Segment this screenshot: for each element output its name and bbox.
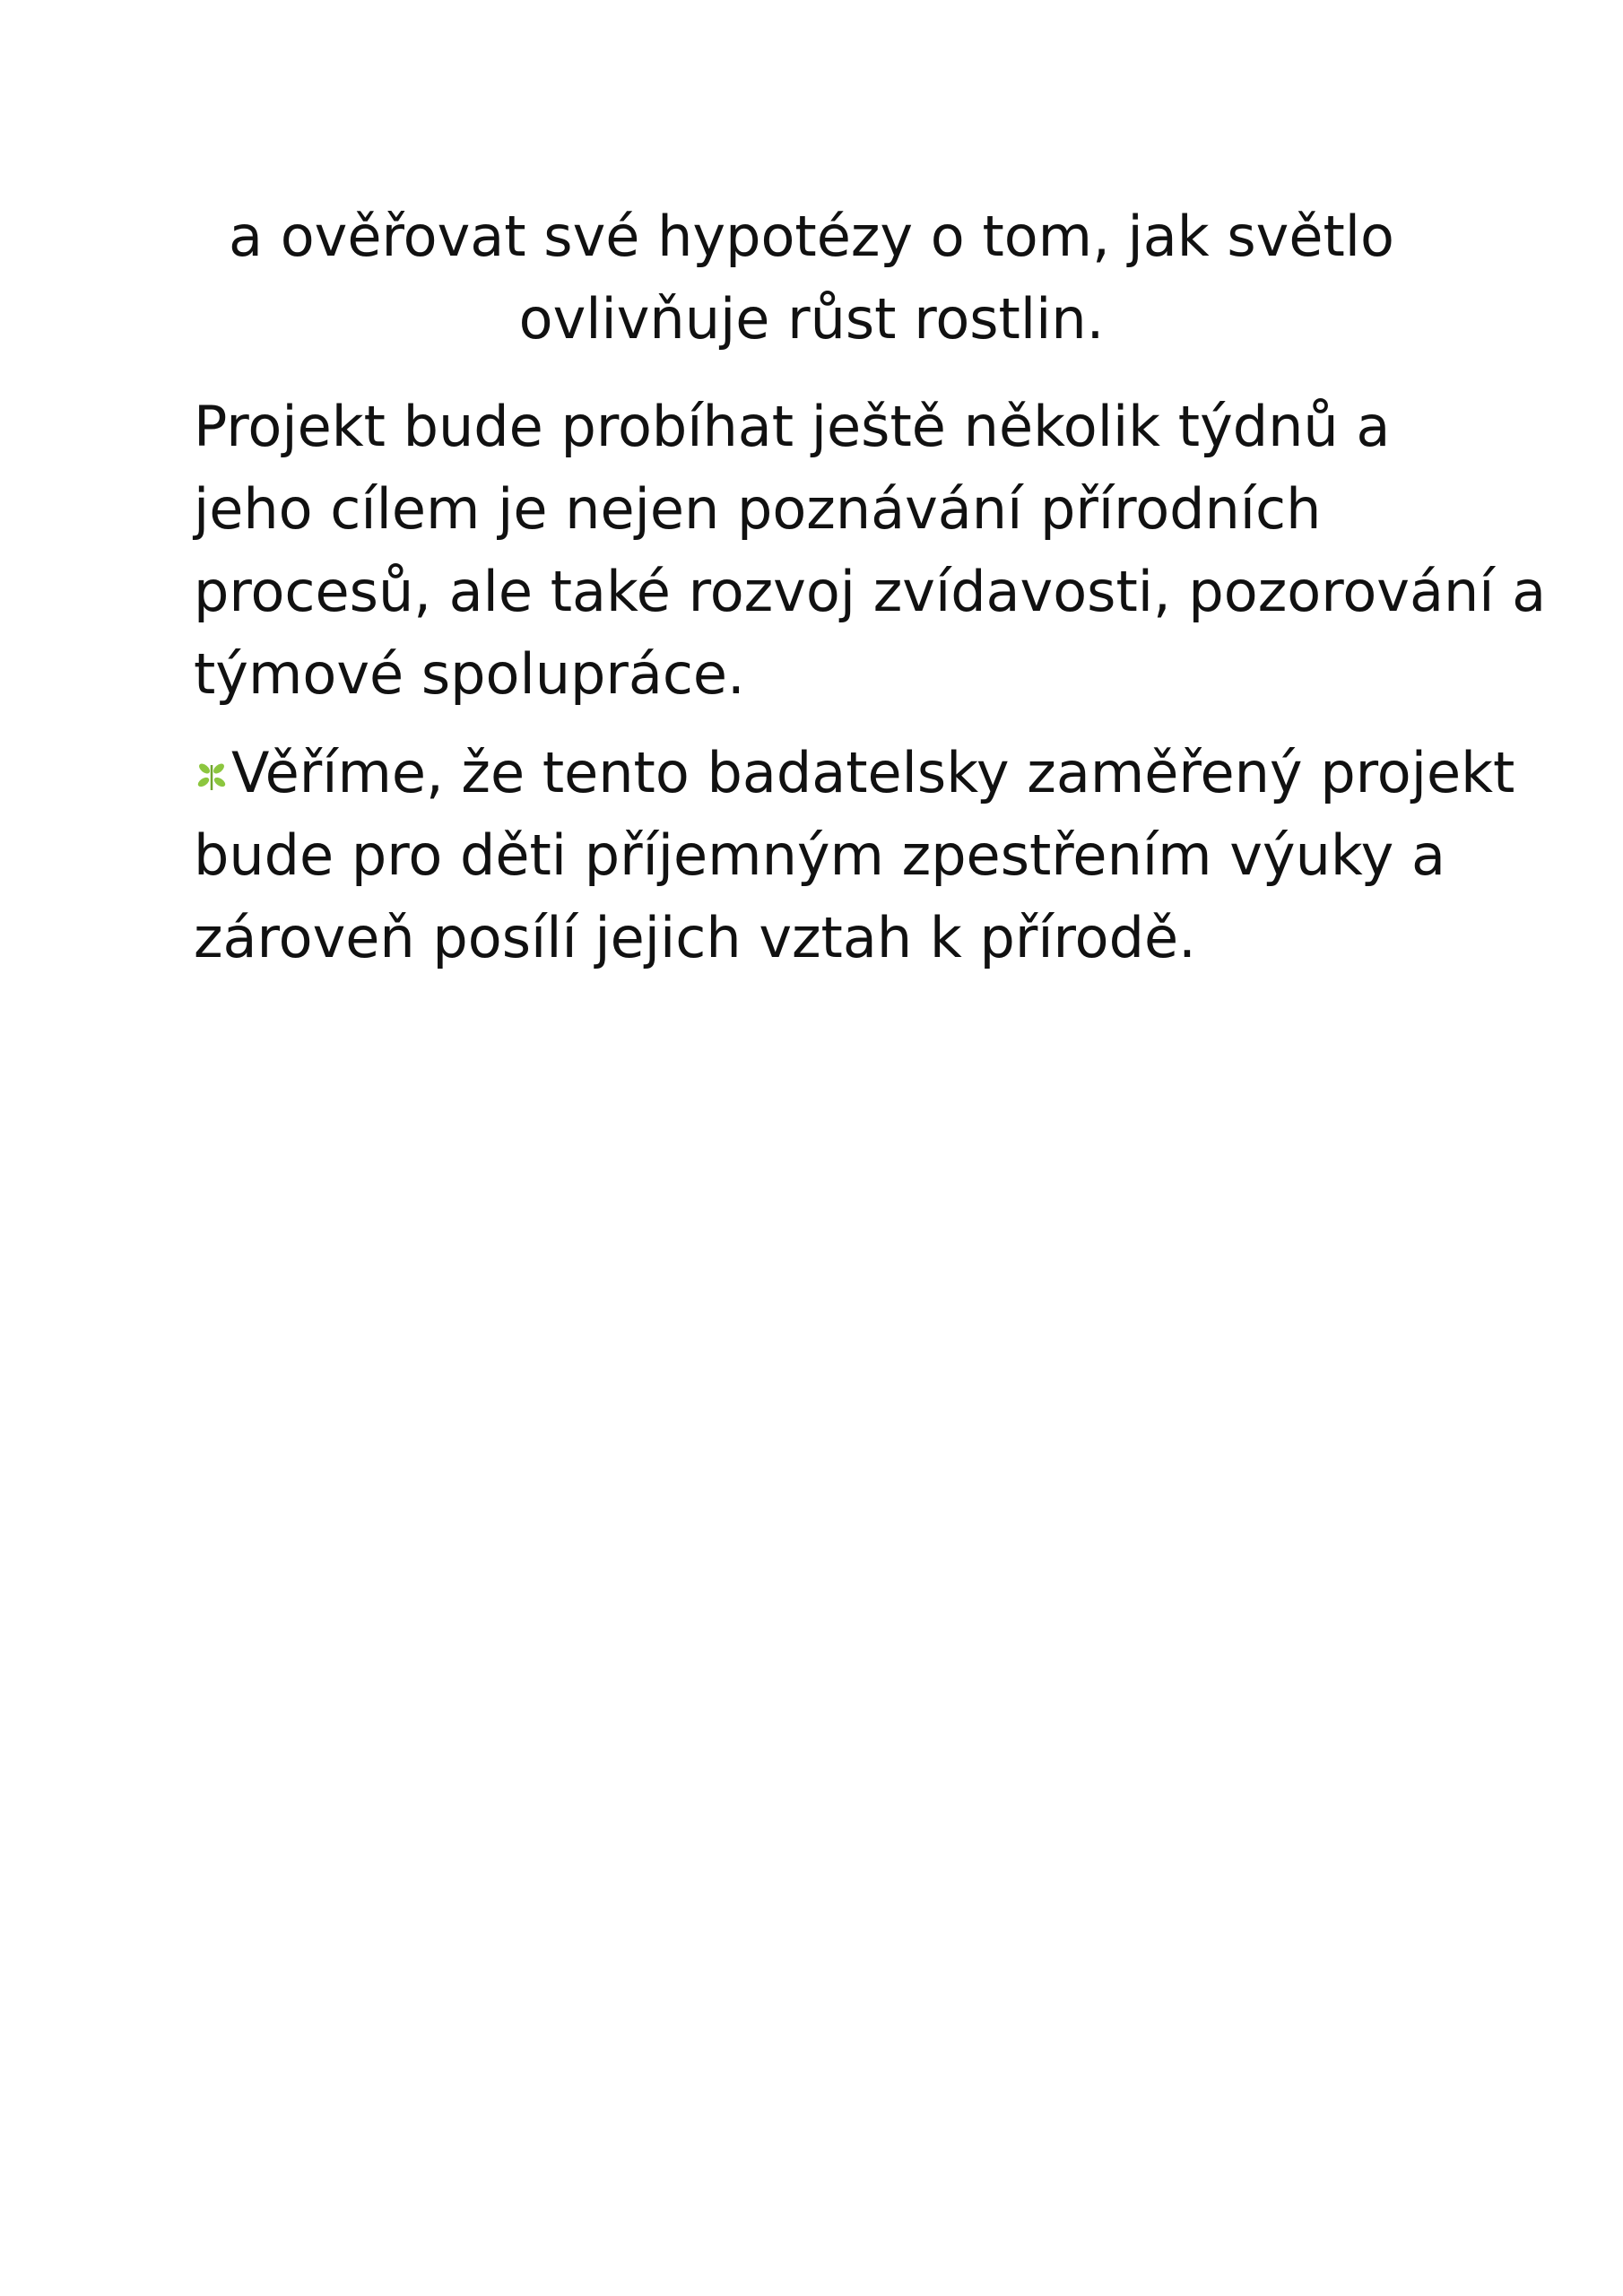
paragraph-closing (194, 732, 1515, 979)
paragraph-line: zároveň posílí jejich vztah k přírodě. (194, 905, 1196, 970)
paragraph-line: bude pro děti příjemným zpestřením výuky a (194, 822, 1445, 888)
paragraph-line: procesů, ale také rozvoj zvídavosti, pozorování a (194, 559, 1547, 624)
paragraph-project-duration (194, 386, 1547, 716)
paragraph-line: Věříme, že tento badatelsky zaměřený projekt (231, 740, 1515, 805)
sprout-icon (194, 758, 230, 794)
paragraph-first-line (194, 732, 1515, 814)
paragraph-line: Projekt bude probíhat ještě několik týdnů a (194, 394, 1391, 459)
intro-line-1: a ověřovat své hypotézy o tom, jak světlo (229, 204, 1394, 269)
paragraph-line: jeho cílem je nejen poznávání přírodních (194, 476, 1322, 542)
intro-line-2: ovlivňuje růst rostlin. (518, 286, 1105, 352)
paragraph-line: týmové spolupráce. (194, 641, 745, 707)
